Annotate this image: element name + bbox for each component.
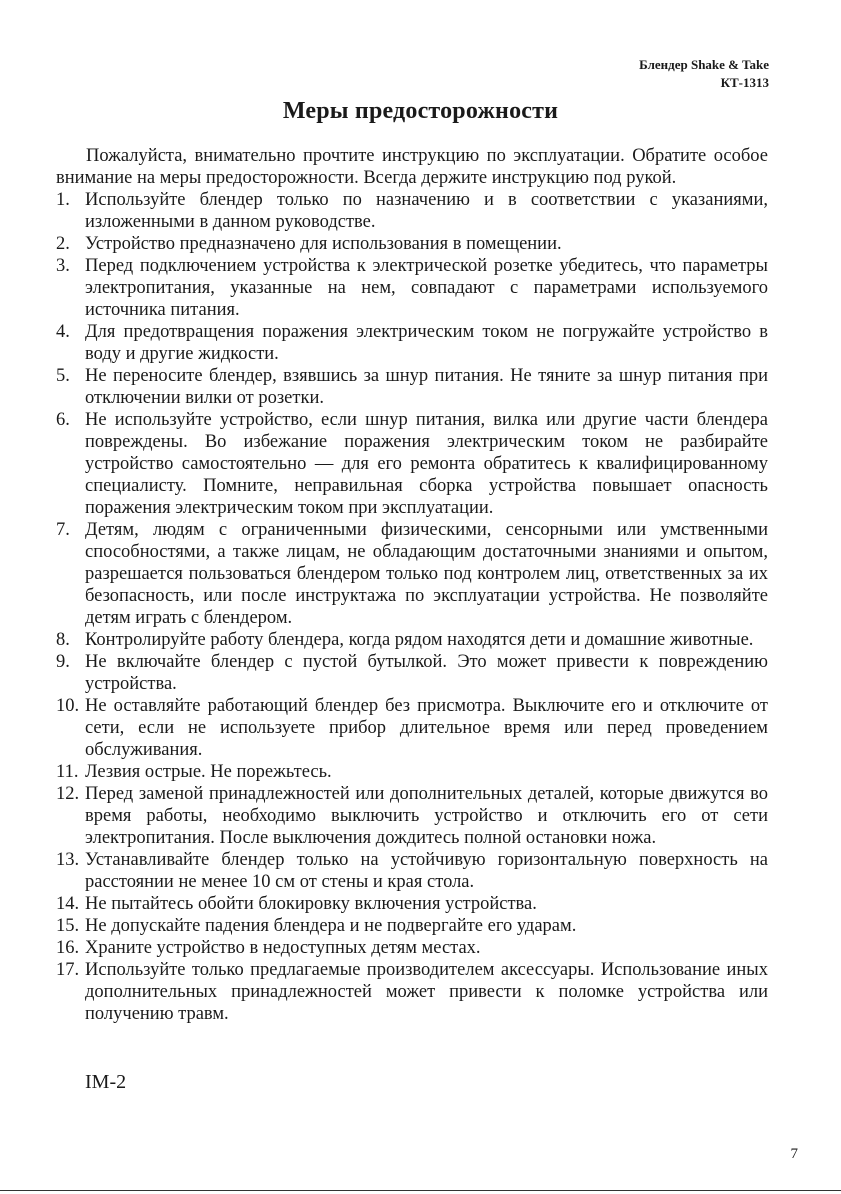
list-item-number: 11.	[56, 762, 79, 782]
document-code: IM-2	[85, 1071, 127, 1093]
list-item	[56, 761, 768, 783]
list-item	[56, 409, 768, 519]
list-item-number: 8.	[56, 630, 70, 650]
list-item-text: Детям, людям с ограниченными физическими, сенсорными или умственными способностями, а также лицам, не обладающим достаточными знаниями и опытом, разрешается пользоваться блендером только под контролем лиц, ответственных за их безопасность, или после инструктажа по эксплуатации устройства. Не позволяйте детям играть с блендером.	[85, 520, 768, 628]
list-item	[56, 629, 768, 651]
main-content	[56, 145, 768, 1025]
list-item	[56, 915, 768, 937]
list-item-text: Перед подключением устройства к электрической розетке убедитесь, что параметры электропитания, указанные на нем, совпадают с параметрами используемого источника питания.	[85, 256, 768, 320]
list-item-number: 10.	[56, 696, 80, 716]
list-item	[56, 783, 768, 849]
list-item-text: Не пытайтесь обойти блокировку включения устройства.	[85, 894, 537, 914]
list-item-number: 13.	[56, 850, 80, 870]
list-item-number: 4.	[56, 322, 70, 342]
list-item	[56, 233, 768, 255]
list-item-number: 5.	[56, 366, 70, 386]
list-item-number: 9.	[56, 652, 70, 672]
list-item-text: Не включайте блендер с пустой бутылкой. Это может привести к повреждению устройства.	[85, 652, 768, 694]
list-item-text: Устанавливайте блендер только на устойчивую горизонтальную поверхность на расстоянии не менее 10 см от стены и края стола.	[85, 850, 768, 892]
list-item-number: 7.	[56, 520, 70, 540]
safety-rules-list	[56, 189, 768, 1025]
list-item-number: 1.	[56, 190, 70, 210]
header-product: Блендер Shake & Take	[639, 57, 769, 72]
list-item-number: 2.	[56, 234, 70, 254]
list-item	[56, 519, 768, 629]
list-item-text: Не допускайте падения блендера и не подвергайте его ударам.	[85, 916, 577, 936]
list-item-text: Контролируйте работу блендера, когда рядом находятся дети и домашние животные.	[85, 630, 754, 650]
list-item-number: 6.	[56, 410, 70, 430]
list-item	[56, 189, 768, 233]
bottom-divider	[0, 1190, 841, 1191]
list-item	[56, 365, 768, 409]
list-item-text: Не переносите блендер, взявшись за шнур питания. Не тяните за шнур питания при отключении вилки от розетки.	[85, 366, 768, 408]
list-item-text: Для предотвращения поражения электрическим током не погружайте устройство в воду и другие жидкости.	[85, 322, 768, 364]
page-title: Меры предосторожности	[282, 98, 559, 124]
list-item	[56, 255, 768, 321]
list-item-text: Не используйте устройство, если шнур питания, вилка или другие части блендера повреждены. Во избежание поражения электрическим током не разбирайте устройство самостоятельно — для его ремонта обратитесь к квалифицированному специалисту. Помните, неправильная сборка устройства повышает опасность поражения электрическим током при эксплуатации.	[85, 410, 768, 518]
list-item-number: 12.	[56, 784, 80, 804]
list-item	[56, 959, 768, 1025]
list-item	[56, 695, 768, 761]
list-item	[56, 651, 768, 695]
list-item	[56, 849, 768, 893]
list-item-text: Используйте блендер только по назначению и в соответствии с указаниями, изложенными в данном руководстве.	[85, 190, 768, 232]
list-item-text: Перед заменой принадлежностей или дополнительных деталей, которые движутся во время работы, необходимо выключить устройство и отключить его от сети электропитания. После выключения дождитесь полной остановки ножа.	[85, 784, 768, 848]
intro-paragraph: Пожалуйста, внимательно прочтите инструкцию по эксплуатации. Обратите особое внимание на меры предосторожности. Всегда держите инструкцию под рукой.	[56, 146, 768, 188]
list-item-text: Используйте только предлагаемые производителем аксессуары. Использование иных дополнительных принадлежностей может привести к поломке устройства или получению травм.	[85, 960, 768, 1024]
list-item-text: Устройство предназначено для использования в помещении.	[85, 234, 562, 254]
list-item-number: 15.	[56, 916, 80, 936]
list-item-number: 14.	[56, 894, 80, 914]
list-item	[56, 321, 768, 365]
running-header	[639, 56, 769, 92]
list-item-number: 16.	[56, 938, 80, 958]
header-model: КТ-1313	[720, 75, 769, 90]
list-item-text: Не оставляйте работающий блендер без присмотра. Выключите его и отключите от сети, если не используете прибор длительное время или перед проведением обслуживания.	[85, 696, 768, 760]
list-item-number: 17.	[56, 960, 80, 980]
list-item-number: 3.	[56, 256, 70, 276]
list-item	[56, 937, 768, 959]
page-number: 7	[790, 1146, 798, 1162]
list-item-text: Лезвия острые. Не порежьтесь.	[85, 762, 332, 782]
list-item	[56, 893, 768, 915]
list-item-text: Храните устройство в недоступных детям местах.	[85, 938, 481, 958]
